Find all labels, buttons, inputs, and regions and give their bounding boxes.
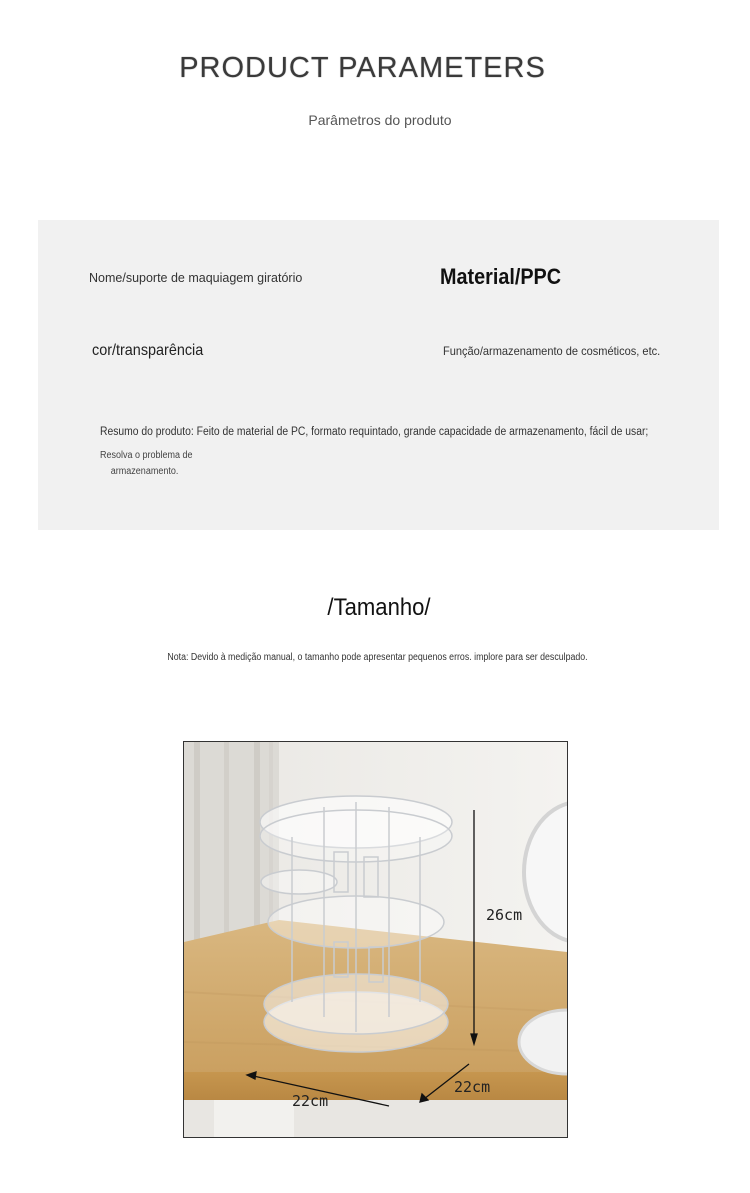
param-summary-line3: armazenamento. xyxy=(110,466,179,477)
size-note: Nota: Devido à medição manual, o tamanho pode apresentar pequenos erros. implore para ser desculpado. xyxy=(167,652,588,663)
size-title: /Tamanho/ xyxy=(327,594,431,621)
parameters-panel xyxy=(38,220,719,530)
param-summary: Resumo do produto: Feito de material de PC, formato requintado, grande capacidade de armazenamento, fácil de usar; xyxy=(100,426,649,438)
param-material: Material/PPC xyxy=(440,264,562,289)
dimension-depth-label: 22cm xyxy=(454,1078,491,1096)
dimension-width-label: 22cm xyxy=(292,1092,329,1110)
param-name: Nome/suporte de maquiagem giratório xyxy=(89,271,303,285)
param-function: Função/armazenamento de cosméticos, etc. xyxy=(443,344,661,358)
param-summary-line2: Resolva o problema de xyxy=(100,450,193,461)
page-subtitle: Parâmetros do produto xyxy=(308,112,452,128)
param-color: cor/transparência xyxy=(92,342,204,359)
page-title: PRODUCT PARAMETERS xyxy=(179,52,546,84)
param-summary-continued xyxy=(100,448,193,480)
dimension-height-label: 26cm xyxy=(486,906,523,924)
product-photo xyxy=(183,741,568,1138)
